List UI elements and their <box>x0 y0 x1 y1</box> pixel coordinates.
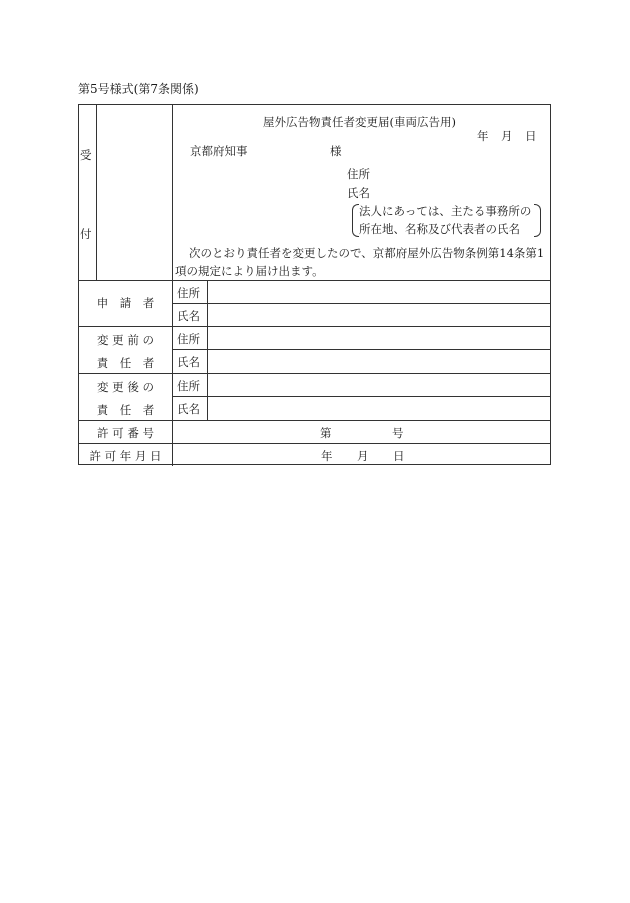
permit-number-label: 許 可 番 号 <box>97 426 154 440</box>
addressee: 京都府知事 <box>190 144 248 158</box>
before-address-cell-label: 住所 <box>177 332 200 346</box>
body-text-line2: 項の規定により届け出ます。 <box>175 264 324 278</box>
permit-date-month: 月 <box>357 449 369 463</box>
row-line <box>172 396 550 397</box>
row-line <box>79 280 550 281</box>
honorific: 様 <box>330 144 342 158</box>
applicant-label: 申 請 者 <box>96 296 155 310</box>
form-table <box>78 104 551 465</box>
after-name-cell-label: 氏名 <box>177 402 200 416</box>
permit-number-suffix: 号 <box>392 426 404 440</box>
before-label-line2: 責 任 者 <box>96 356 155 370</box>
row-line <box>172 349 550 350</box>
permit-date-day: 日 <box>393 449 405 463</box>
receipt-char-bottom: 付 <box>80 227 92 241</box>
body-text-line1: 次のとおり責任者を変更したので、京都府屋外広告物条例第14条第1 <box>189 246 545 260</box>
receipt-divider <box>96 105 97 280</box>
date-month: 月 <box>501 129 513 143</box>
after-label-line2: 責 任 者 <box>96 403 155 417</box>
corporate-note-line1: 法人にあっては、主たる事務所の <box>359 204 532 218</box>
applicant-address-cell-label: 住所 <box>177 286 200 300</box>
applicant-address-label: 住所 <box>347 167 370 181</box>
label-column-divider <box>172 105 173 466</box>
corporate-note-line2: 所在地、名称及び代表者の氏名 <box>359 222 520 236</box>
after-address-cell-label: 住所 <box>177 379 200 393</box>
row-line <box>79 443 550 444</box>
right-bracket <box>534 204 541 237</box>
receipt-char-top: 受 <box>80 148 92 162</box>
before-name-cell-label: 氏名 <box>177 355 200 369</box>
applicant-name-label: 氏名 <box>347 186 370 200</box>
before-label-line1: 変 更 前 の <box>97 333 154 347</box>
row-line <box>79 420 550 421</box>
applicant-name-cell-label: 氏名 <box>177 309 200 323</box>
left-bracket <box>352 204 359 237</box>
row-line <box>79 373 550 374</box>
after-label-line1: 変 更 後 の <box>97 380 154 394</box>
row-line <box>172 303 550 304</box>
form-caption: 第5号様式(第7条関係) <box>78 82 199 96</box>
form-title: 屋外広告物責任者変更届(車両広告用) <box>263 115 456 129</box>
row-line <box>79 326 550 327</box>
date-year: 年 <box>477 129 489 143</box>
sublabel-column-divider <box>207 280 208 420</box>
permit-number-prefix: 第 <box>320 426 332 440</box>
permit-date-year: 年 <box>321 449 333 463</box>
date-day: 日 <box>525 129 537 143</box>
permit-date-label: 許 可 年 月 日 <box>89 449 162 463</box>
